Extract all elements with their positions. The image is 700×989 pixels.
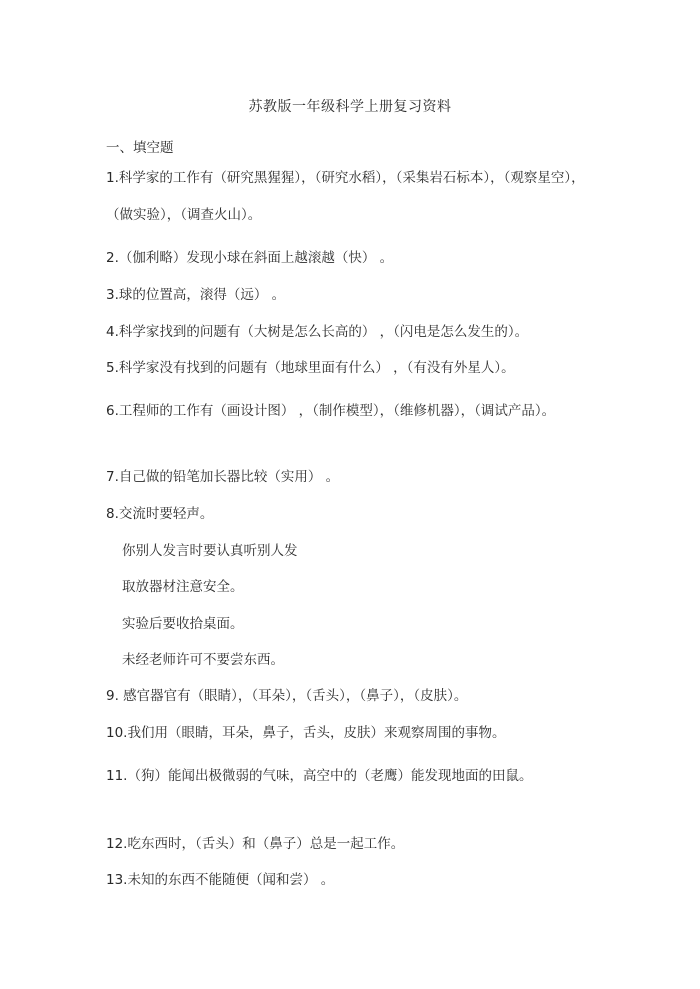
question-number: 13.: [106, 872, 128, 888]
question-item: [106, 684, 596, 704]
question-number: 3.: [106, 287, 119, 303]
question-number: 6.: [106, 403, 119, 419]
question-text: 我们用（眼睛，耳朵，鼻子，舌头，皮肤）来观察周围的事物。: [127, 725, 506, 741]
question-text: 交流时要轻声。: [118, 506, 214, 522]
question-item: [106, 160, 596, 234]
question-number: 5.: [106, 360, 119, 376]
section-heading: 一、填空题: [106, 140, 174, 156]
sub-item: 取放器材注意安全。: [122, 579, 244, 595]
question-item: [106, 758, 596, 795]
question-number: 9.: [106, 688, 119, 704]
sub-item: 你别人发言时要认真听别人发: [122, 543, 298, 559]
question-item: [106, 283, 596, 303]
question-number: 2.: [106, 250, 119, 266]
question-text: 科学家找到的问题有（大树是怎么长高的） ，（闪电是怎么发生的）。: [118, 324, 529, 340]
question-item: [106, 832, 596, 852]
question-text: 吃东西时，（舌头）和（鼻子）总是一起工作。: [127, 836, 405, 852]
sub-item: 实验后要收拾桌面。: [122, 616, 244, 632]
question-item: [106, 356, 596, 376]
question-text: 科学家没有找到的问题有（地球里面有什么） ，（有没有外星人）。: [118, 360, 515, 376]
question-text: 球的位置高，滚得（远） 。: [118, 287, 286, 303]
question-number: 1.: [106, 170, 119, 186]
question-item: [106, 502, 596, 522]
question-text: 感官器官有（眼睛），（耳朵），（舌头），（鼻子），（皮肤）。: [118, 688, 468, 704]
question-item: [106, 868, 596, 888]
question-text: （狗）能闻出极微弱的气味，高空中的（老鹰）能发现地面的田鼠。: [127, 768, 533, 784]
question-text: （伽利略）发现小球在斜面上越滚越（快） 。: [118, 250, 394, 266]
question-item: [106, 393, 596, 430]
question-item: [106, 246, 596, 266]
question-item: [106, 320, 596, 340]
question-number: 7.: [106, 469, 119, 485]
sub-item: 未经老师许可不要尝东西。: [122, 652, 284, 668]
question-number: 12.: [106, 836, 128, 852]
question-item: [106, 721, 596, 741]
question-text: 自己做的铅笔加长器比较（实用） 。: [118, 469, 340, 485]
question-number: 10.: [106, 725, 128, 741]
question-text: 科学家的工作有（研究黑猩猩），（研究水稻），（采集岩石标本），（观察星空），（做实验），（调查火山）。: [106, 170, 585, 223]
question-item: [106, 465, 596, 485]
question-number: 4.: [106, 324, 119, 340]
document-title: 苏教版一年级科学上册复习资料: [248, 99, 452, 115]
question-number: 8.: [106, 506, 119, 522]
question-text: 未知的东西不能随便（闻和尝） 。: [127, 872, 335, 888]
question-number: 11.: [106, 768, 128, 784]
question-text: 工程师的工作有（画设计图） ，（制作模型），（维修机器），（调试产品）。: [118, 403, 556, 419]
